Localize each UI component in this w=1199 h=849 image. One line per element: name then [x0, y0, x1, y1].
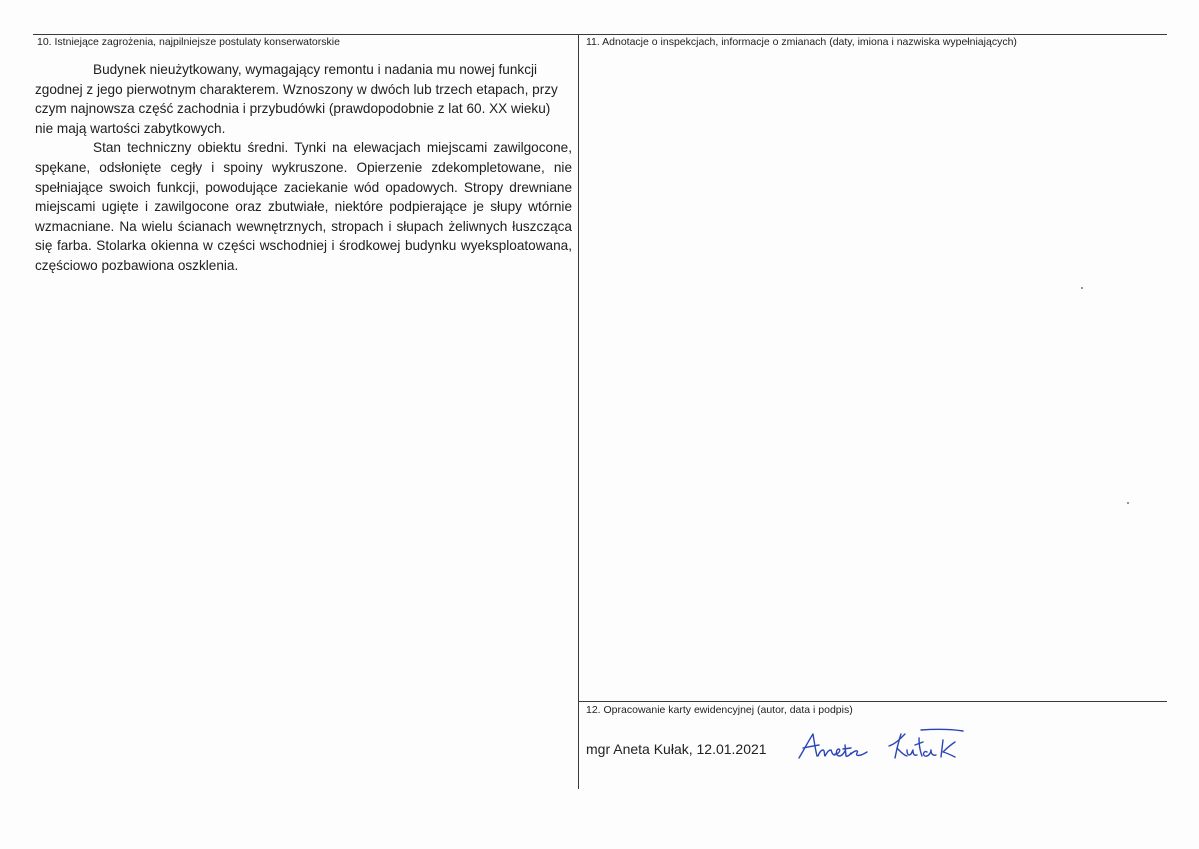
section-10-label: 10. Istniejące zagrożenia, najpilniejsze postulaty konserwatorskie [37, 36, 340, 48]
section-10-body [35, 60, 572, 276]
top-rule-left [33, 34, 579, 35]
paragraph-technical-condition: Stan techniczny obiektu średni. Tynki na elewacjach miejscami zawilgocone, spękane, odsłonięte cegły i spoiny wykruszone. Opierzenie zdekompletowane, nie spełniające swoich funkcji, powodujące zaciekanie wód opadowych. Stropy drewniane miejscami ugięte i zawilgocone oraz zbutwiałe, niektóre podpierające je słupy wtórnie wzmacniane. Na wielu ścianach wewnętrznych, stropach i słupach żeliwnych łuszcząca się farba. Stolarka okienna w części wschodniej i środkowej budynku wyeksploatowana, częściowo pozbawiona oszklenia. [35, 140, 572, 273]
section-12-label: 12. Opracowanie karty ewidencyjnej (autor, data i podpis) [586, 704, 853, 716]
handwritten-signature [795, 726, 985, 766]
top-rule-right [579, 34, 1167, 35]
section-11-label: 11. Adnotacje o inspekcjach, informacje o zmianach (daty, imiona i nazwiska wypełniających) [586, 36, 1017, 48]
scan-speck [1127, 502, 1129, 504]
paragraph-building-use: Budynek nieużytkowany, wymagający remontu i nadania mu nowej funkcji zgodnej z jego pierwotnym charakterem. Wznoszony w dwóch lub trzech etapach, przy czym najnowsza część zachodnia i przybudówki (prawdopodobnie z lat 60. XX wieku) nie mają wartości zabytkowych. [35, 62, 558, 136]
scan-speck [1081, 287, 1083, 289]
author-and-date: mgr Aneta Kułak, 12.01.2021 [586, 741, 767, 757]
section-12-rule [579, 701, 1167, 702]
column-divider [578, 34, 579, 789]
